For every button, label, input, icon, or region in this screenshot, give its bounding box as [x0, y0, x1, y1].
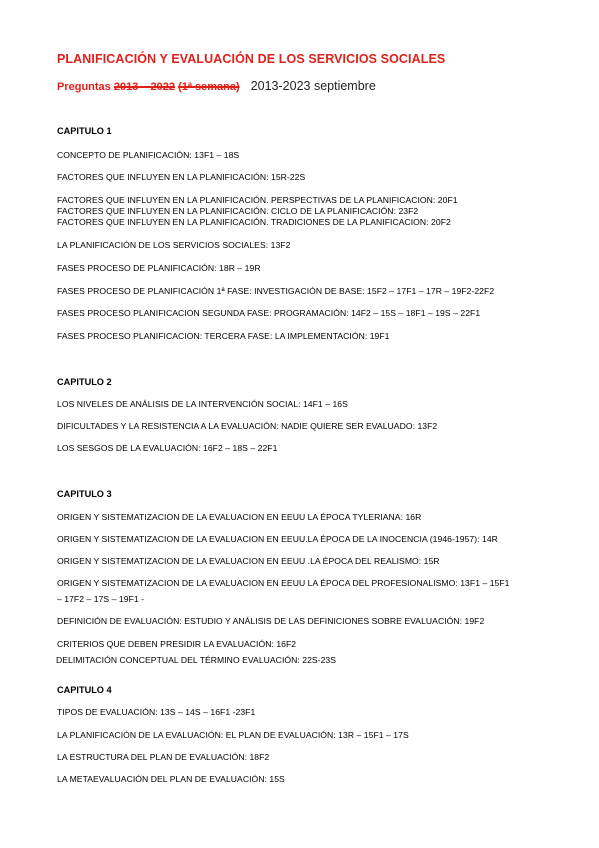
list-item: CONCEPTO DE PLANIFICACIÓN: 13F1 – 18S — [57, 150, 240, 160]
list-item: FASES PROCESO PLANIFICACION SEGUNDA FASE: PROGRAMACIÓN: 14F2 – 15S – 18F1 – 19S – 22F1 — [57, 308, 481, 318]
document-title: PLANIFICACIÓN Y EVALUACIÓN DE LOS SERVICIOS SOCIALES — [57, 52, 446, 66]
list-item: TIPOS DE EVALUACIÓN: 13S – 14S – 16F1 -23F1 — [57, 707, 256, 717]
list-item: CRITERIOS QUE DEBEN PRESIDIR LA EVALUACIÓN: 16F2 — [57, 639, 297, 649]
list-item: LA PLANIFICACIÓN DE LA EVALUACIÓN: EL PLAN DE EVALUACIÓN: 13R – 15F1 – 17S — [57, 730, 409, 740]
list-item: FACTORES QUE INFLUYEN EN LA PLANIFICACIÓN. PERSPECTIVAS DE LA PLANIFICACION: 20F1 — [57, 195, 458, 205]
list-item: FACTORES QUE INFLUYEN EN LA PLANIFICACIÓN. CICLO DE LA PLANIFICACIÓN: 23F2 — [57, 206, 419, 216]
subtitle-label: Preguntas — [57, 81, 111, 93]
list-item: DEFINICIÓN DE EVALUACIÓN: ESTUDIO Y ANÁLISIS DE LAS DEFINICIONES SOBRE EVALUACIÓN: 19F2 — [57, 616, 485, 626]
list-item: ORIGEN Y SISTEMATIZACION DE LA EVALUACION EN EEUU LA ÉPOCA DEL PROFESIONALISMO: 13F1 – 15F1 — [57, 578, 510, 588]
list-item: ORIGEN Y SISTEMATIZACION DE LA EVALUACION EN EEUU LA ÉPOCA TYLERIANA: 16R — [57, 512, 422, 522]
chapter-heading: CAPITULO 2 — [57, 377, 112, 387]
list-item: FACTORES QUE INFLUYEN EN LA PLANIFICACIÓN: 15R-22S — [57, 172, 306, 182]
handwritten-annotation: 2013-2023 septiembre — [250, 79, 376, 93]
list-item: FASES PROCESO DE PLANIFICACIÓN: 18R – 19R — [57, 263, 261, 273]
list-item: FACTORES QUE INFLUYEN EN LA PLANIFICACIÓN. TRADICIONES DE LA PLANIFICACION: 20F2 — [57, 217, 451, 227]
list-item: LOS SESGOS DE LA EVALUACIÓN: 16F2 – 18S – 22F1 — [57, 443, 278, 453]
list-item: ORIGEN Y SISTEMATIZACION DE LA EVALUACION EN EEUU .LA ÉPOCA DEL REALISMO: 15R — [57, 556, 440, 566]
chapter-heading: CAPITULO 1 — [57, 126, 112, 136]
list-item: DIFICULTADES Y LA RESISTENCIA A LA EVALUACIÓN: NADIE QUIERE SER EVALUADO: 13F2 — [57, 421, 438, 431]
list-item: ORIGEN Y SISTEMATIZACION DE LA EVALUACION EN EEUU.LA ÉPOCA DE LA INOCENCIA (1946-1957): 14R — [57, 534, 498, 544]
list-item: LA ESTRUCTURA DEL PLAN DE EVALUACIÓN: 18F2 — [57, 752, 270, 762]
struck-years: 2013 – 2022 — [113, 81, 176, 93]
list-item: LA METAEVALUACIÓN DEL PLAN DE EVALUACIÓN: 15S — [57, 774, 285, 784]
struck-week: (1ª semana) — [178, 81, 240, 93]
chapter-heading: CAPITULO 3 — [57, 489, 112, 499]
list-item: FASES PROCESO PLANIFICACION: TERCERA FASE: LA IMPLEMENTACIÓN: 19F1 — [57, 331, 390, 341]
list-item: – 17F2 – 17S – 19F1 - — [57, 594, 145, 604]
chapter-heading: CAPITULO 4 — [57, 685, 112, 695]
subtitle-line — [57, 79, 376, 93]
list-item: LA PLANIFICACIÓN DE LOS SERVICIOS SOCIALES: 13F2 — [57, 240, 291, 250]
list-item: LOS NIVELES DE ANÁLISIS DE LA INTERVENCIÓN SOCIAL: 14F1 – 16S — [57, 399, 348, 409]
list-item: DELIMITACIÓN CONCEPTUAL DEL TÉRMINO EVALUACIÓN: 22S-23S — [56, 655, 337, 665]
list-item: FASES PROCESO DE PLANIFICACIÓN 1ª FASE: INVESTIGACIÓN DE BASE: 15F2 – 17F1 – 17R – 19F2-22F2 — [57, 286, 495, 296]
